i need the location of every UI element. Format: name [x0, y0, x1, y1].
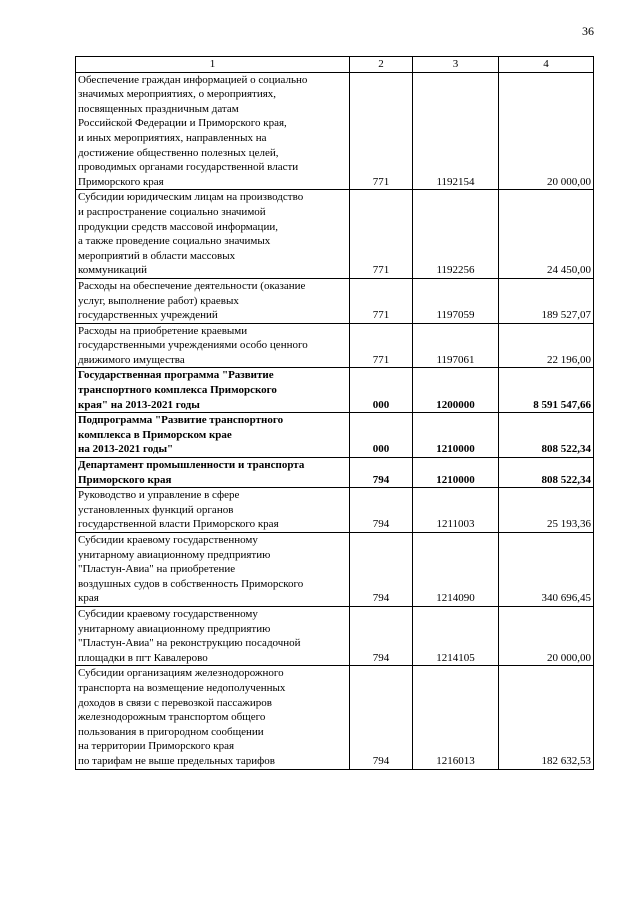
table-row — [76, 190, 594, 279]
row-sum-cell: 25 193,36 — [499, 488, 594, 533]
row-article-cell: 1210000 — [413, 458, 499, 488]
row-name-cell: Расходы на обеспечение деятельности (оказание услуг, выполнение работ) краевых государственных учреждений — [76, 278, 350, 323]
row-sum-cell: 808 522,34 — [499, 458, 594, 488]
row-article-cell: 1197059 — [413, 278, 499, 323]
row-article-cell: 1200000 — [413, 368, 499, 413]
row-sum-cell: 808 522,34 — [499, 413, 594, 458]
row-name-cell: Обеспечение граждан информацией о социально значимых мероприятиях, о мероприятиях, посвященных праздничным датам Российской Федерации и Приморского края, и иных мероприятиях, направленных на достижение общественно полезных целей, проводимых органами государственной власти Приморского края — [76, 72, 350, 190]
row-code-cell: 794 — [350, 488, 413, 533]
row-name-cell: Департамент промышленности и транспорта Приморского края — [76, 458, 350, 488]
row-code-cell: 794 — [350, 606, 413, 665]
row-article-cell: 1214105 — [413, 606, 499, 665]
row-sum-cell: 340 696,45 — [499, 533, 594, 607]
table-row — [76, 72, 594, 190]
row-sum-cell: 20 000,00 — [499, 606, 594, 665]
row-name-cell: Расходы на приобретение краевыми государственными учреждениями особо ценного движимого имущества — [76, 323, 350, 368]
table-row — [76, 488, 594, 533]
row-article-cell: 1210000 — [413, 413, 499, 458]
row-code-cell: 794 — [350, 458, 413, 488]
header-row — [76, 57, 594, 73]
row-article-cell: 1211003 — [413, 488, 499, 533]
header-cell-3: 3 — [413, 57, 499, 73]
row-code-cell: 771 — [350, 190, 413, 279]
row-name-cell: Субсидии краевому государственному унитарному авиационному предприятию "Пластун-Авиа" на приобретение воздушных судов в собственность Приморского края — [76, 533, 350, 607]
row-sum-cell: 8 591 547,66 — [499, 368, 594, 413]
row-name-cell: Субсидии юридическим лицам на производство и распространение социально значимой продукции средств массовой информации, а также проведение социально значимых мероприятий в области массовых коммуникаций — [76, 190, 350, 279]
row-article-cell: 1197061 — [413, 323, 499, 368]
row-article-cell: 1192256 — [413, 190, 499, 279]
row-code-cell: 794 — [350, 666, 413, 769]
header-cell-1: 1 — [76, 57, 350, 73]
header-cell-2: 2 — [350, 57, 413, 73]
table-row — [76, 458, 594, 488]
row-name-cell: Субсидии краевому государственному унитарному авиационному предприятию "Пластун-Авиа" на реконструкцию посадочной площадки в пгт Кавалерово — [76, 606, 350, 665]
row-sum-cell: 24 450,00 — [499, 190, 594, 279]
row-article-cell: 1216013 — [413, 666, 499, 769]
table-row — [76, 666, 594, 769]
table-body — [76, 72, 594, 769]
table-row — [76, 606, 594, 665]
row-sum-cell: 189 527,07 — [499, 278, 594, 323]
budget-table — [75, 56, 594, 770]
header-cell-4: 4 — [499, 57, 594, 73]
row-article-cell: 1192154 — [413, 72, 499, 190]
table-row — [76, 278, 594, 323]
row-name-cell: Государственная программа "Развитие транспортного комплекса Приморского края" на 2013-2021 годы — [76, 368, 350, 413]
row-code-cell: 794 — [350, 533, 413, 607]
row-name-cell: Подпрограмма "Развитие транспортного комплекса в Приморском крае на 2013-2021 годы" — [76, 413, 350, 458]
table-row — [76, 413, 594, 458]
row-code-cell: 771 — [350, 72, 413, 190]
row-sum-cell: 20 000,00 — [499, 72, 594, 190]
row-code-cell: 771 — [350, 278, 413, 323]
row-name-cell: Субсидии организациям железнодорожного транспорта на возмещение недополученных доходов в связи с перевозкой пассажиров железнодорожным транспортом общего пользования в пригородном сообщении на территории Приморского края по тарифам не выше предельных тарифов — [76, 666, 350, 769]
table-row — [76, 533, 594, 607]
row-code-cell: 771 — [350, 323, 413, 368]
page-number: 36 — [582, 24, 594, 38]
row-sum-cell: 182 632,53 — [499, 666, 594, 769]
row-code-cell: 000 — [350, 368, 413, 413]
row-sum-cell: 22 196,00 — [499, 323, 594, 368]
row-code-cell: 000 — [350, 413, 413, 458]
row-article-cell: 1214090 — [413, 533, 499, 607]
table-row — [76, 323, 594, 368]
row-name-cell: Руководство и управление в сфере установленных функций органов государственной власти Приморского края — [76, 488, 350, 533]
table-row — [76, 368, 594, 413]
